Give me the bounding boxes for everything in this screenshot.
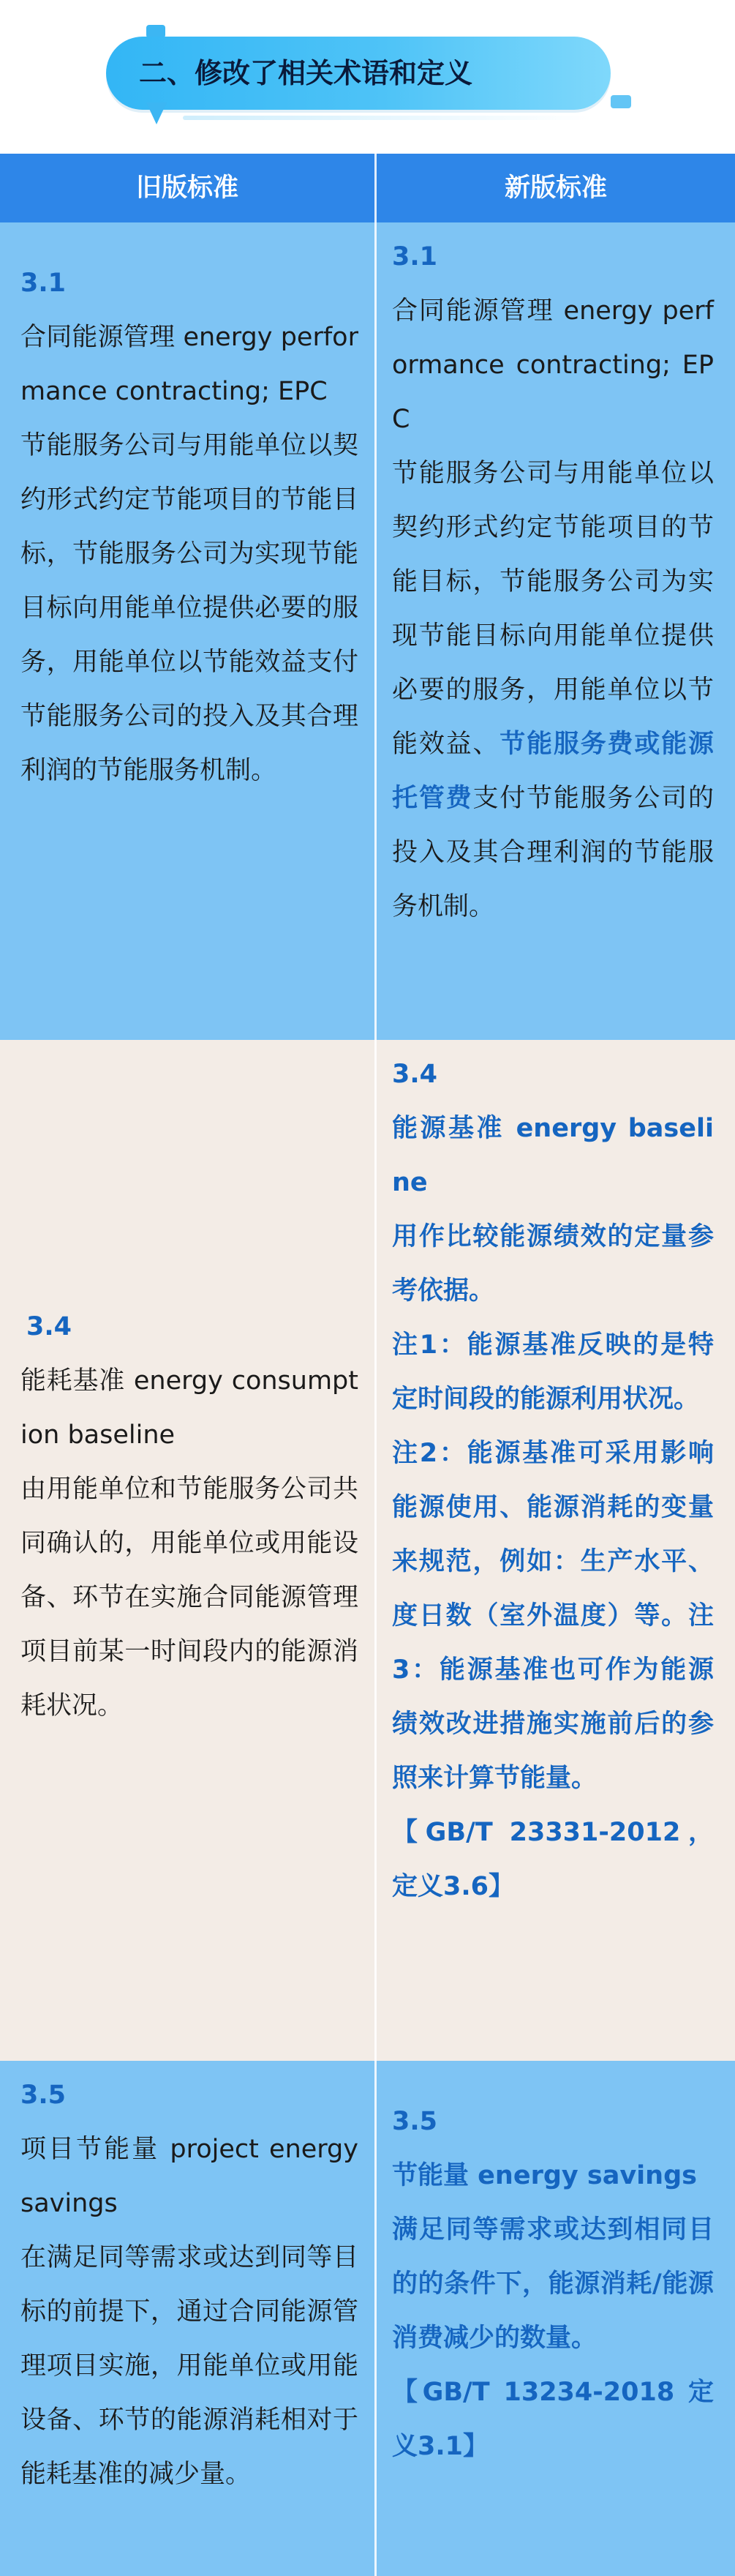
term-name: 能源基准 energy baseline xyxy=(392,1114,714,1197)
note-2: 注2：能源基准可采用影响能源使用、能源消耗的变量来规范，例如：生产水平、度日数（室外温度）等。注3：能源基准也可作为能源绩效改进措施实施前后的参照来计算节能量。 xyxy=(392,1439,714,1793)
new-definition-cell xyxy=(392,1047,714,1914)
reference: 【GB/T 13234-2018 定义3.1】 xyxy=(392,2378,714,2461)
definition-text: 由用能单位和节能服务公司共同确认的，用能单位或用能设备、环节在实施合同能源管理项目前某一时间段内的能源消耗状况。 xyxy=(20,1475,358,1721)
old-definition-cell xyxy=(20,1300,358,1733)
clause-number: 3.1 xyxy=(392,242,438,272)
new-definition-cell xyxy=(392,2094,714,2474)
banner-underline xyxy=(183,116,592,120)
term-name: 能耗基准 energy consumption baseline xyxy=(20,1366,358,1450)
clause-number: 3.5 xyxy=(392,2107,438,2136)
table-row xyxy=(0,222,735,1040)
clause-number: 3.1 xyxy=(20,269,67,298)
term-name: 项目节能量 project energy savings xyxy=(20,2135,358,2218)
table-row xyxy=(0,2061,735,2576)
definition-text: 用作比较能源绩效的定量参考依据。 xyxy=(392,1222,714,1306)
definition-part-a: 节能服务公司与用能单位以契约形式约定节能项目的节能目标，节能服务公司为实现节能目标向用能单位提供必要的服务，用能单位以节能效益、 xyxy=(392,459,714,759)
definition-text: 节能服务公司与用能单位以契约形式约定节能项目的节能目标，节能服务公司为实现节能目标向用能单位提供必要的服务，用能单位以节能效益支付节能服务公司的投入及其合理利润的节能服务机制。 xyxy=(20,431,358,785)
clause-number: 3.4 xyxy=(26,1312,72,1341)
definition-text xyxy=(392,446,714,934)
col-header-old: 旧版标准 xyxy=(135,173,238,203)
highlighted-change: 节能服务费或能源托管费 xyxy=(392,730,714,813)
clause-number: 3.5 xyxy=(20,2081,67,2110)
banner-tail xyxy=(146,102,167,124)
col-header-new: 新版标准 xyxy=(504,173,607,203)
definition-text: 在满足同等需求或达到同等目标的前提下，通过合同能源管理项目实施，用能单位或用能设备、环节的能源消耗相对于能耗基准的减少量。 xyxy=(20,2243,358,2489)
table-row xyxy=(0,1040,735,2061)
note-1: 注1：能源基准反映的是特定时间段的能源利用状况。 xyxy=(392,1330,714,1414)
decor-square-right xyxy=(611,95,631,108)
section-header xyxy=(0,0,735,154)
table-header xyxy=(0,154,735,222)
column-divider xyxy=(374,154,377,2576)
reference: 【GB/T 23331-2012，定义3.6】 xyxy=(392,1818,714,1901)
clause-number: 3.4 xyxy=(392,1060,438,1089)
old-definition-cell xyxy=(20,256,358,798)
term-name: 合同能源管理 energy performance contracting; EPC xyxy=(20,323,358,406)
term-name: 合同能源管理 energy performance contracting; EPC xyxy=(392,296,714,434)
section-title: 二、修改了相关术语和定义 xyxy=(139,57,473,89)
old-definition-cell xyxy=(20,2068,358,2501)
term-name: 节能量 energy savings xyxy=(392,2161,697,2190)
definition-text: 满足同等需求或达到相同目的的条件下，能源消耗/能源消费减少的数量。 xyxy=(392,2215,714,2353)
definition-part-b: 支付节能服务公司的投入及其合理利润的节能服务机制。 xyxy=(392,784,714,921)
new-definition-cell xyxy=(392,230,714,934)
